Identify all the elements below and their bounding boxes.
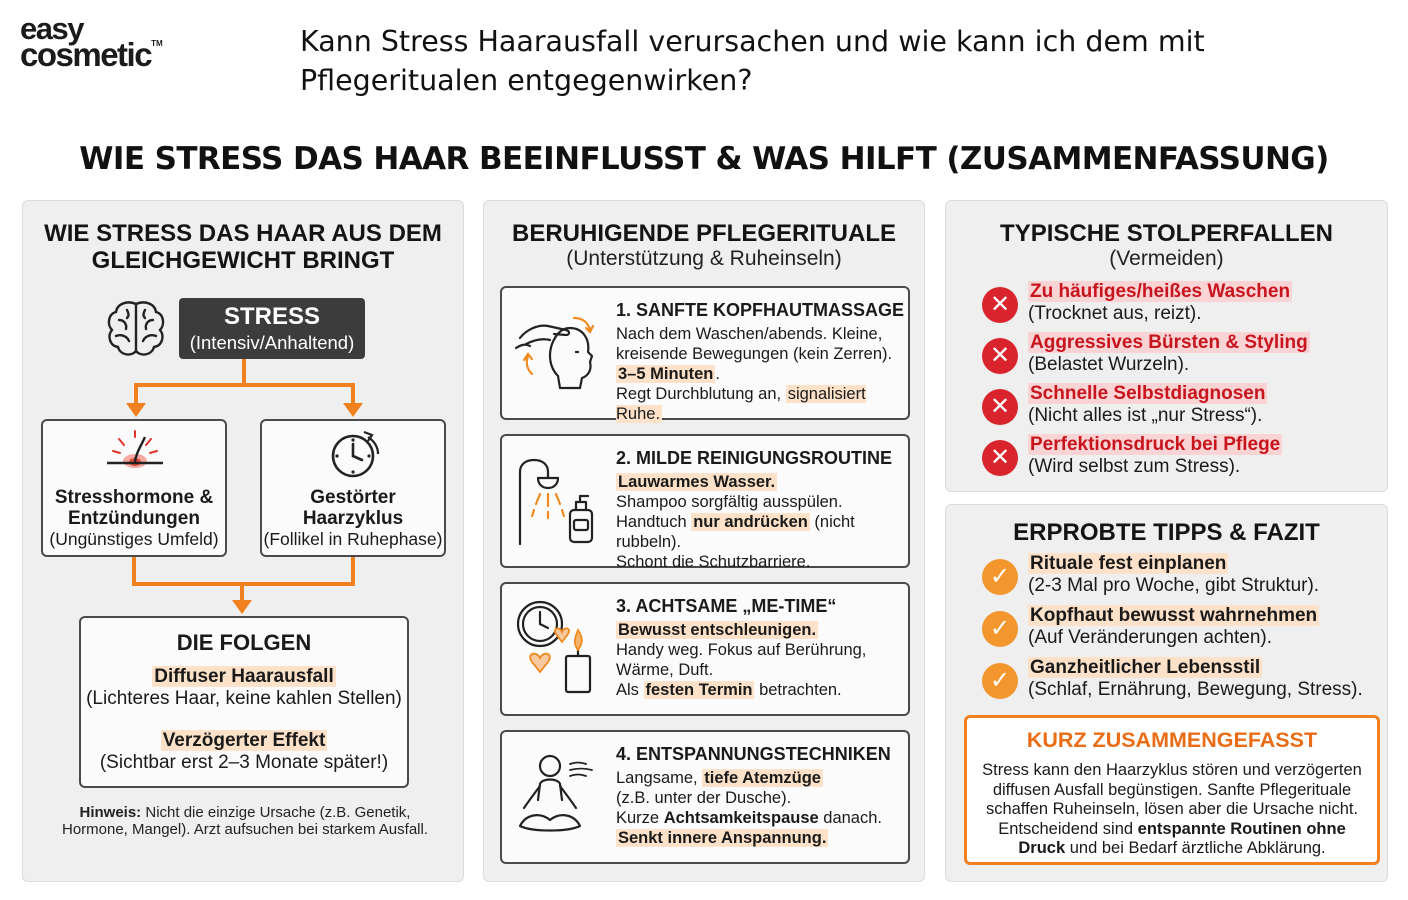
tipp-sub: (Auf Veränderungen achten). (1028, 627, 1273, 648)
panel-title-stolper: TYPISCHE STOLPERFALLEN (1000, 220, 1333, 247)
stolper-sub: (Belastet Wurzeln). (1028, 354, 1190, 375)
logo-line-2: cosmetic™ (20, 36, 163, 74)
card-folgen (79, 616, 409, 788)
summary-title: KURZ ZUSAMMENGEFASST (1026, 728, 1318, 752)
shower-bottle-icon (512, 452, 596, 548)
tipp-label: Ganzheitlicher Lebensstil (1030, 657, 1261, 678)
stolper-item (982, 434, 1382, 482)
meditation-icon (512, 748, 596, 844)
box2-label (262, 487, 444, 550)
hinweis-note: Hinweis: Nicht die einzige Ursache (z.B. Genetik, Hormone, Mangel). Arzt aufsuchen bei starkem Ausfall. (61, 804, 428, 838)
folgen-item2-sub: (Sichtbar erst 2–3 Monate später!) (99, 752, 389, 773)
ritual-card-entspannung (500, 730, 910, 864)
stolper-label: Perfektionsdruck bei Pflege (1030, 434, 1281, 455)
box1-line1: Stresshormone & (54, 487, 214, 508)
ritual-4-title: 4. ENTSPANNUNGSTECHNIKEN (616, 744, 891, 764)
stolper-item (982, 383, 1382, 431)
ritual-card-massage (500, 286, 910, 423)
ritual-2-line: Schont die Schutzbarriere. (616, 553, 811, 571)
ritual-1-text (616, 300, 908, 424)
ritual-2-text (616, 448, 908, 572)
tipp-sub: (2-3 Mal pro Woche, gibt Struktur). (1028, 575, 1320, 596)
cross-icon: ✕ (982, 440, 1018, 476)
brain-icon (105, 298, 167, 360)
ritual-2-line: Handtuch nur andrücken (nicht rubbeln). (616, 513, 855, 551)
card-haarzyklus (260, 419, 446, 557)
stolper-label: Zu häufiges/heißes Waschen (1030, 281, 1291, 302)
folgen-item1: Diffuser Haarausfall (154, 666, 334, 687)
stolper-sub: (Nicht alles ist „nur Stress“). (1028, 405, 1263, 426)
ritual-3-line: Handy weg. Fokus auf Berührung, (616, 641, 867, 659)
ritual-1-title: 1. SANFTE KOPFHAUTMASSAGE (616, 300, 905, 320)
stolper-item (982, 332, 1382, 380)
tipp-item (982, 657, 1382, 705)
ritual-3-text (616, 596, 908, 700)
panel-pflegerituale (483, 200, 925, 882)
ritual-4-text (616, 744, 908, 848)
clock-candle-heart-icon (512, 600, 596, 696)
panel-title-rituale: BERUHIGENDE PFLEGERITUALE (511, 220, 897, 247)
stolper-sub: (Wird selbst zum Stress). (1028, 456, 1241, 477)
stolper-label: Aggressives Bürsten & Styling (1030, 332, 1308, 353)
arrow-down-icon (126, 403, 146, 417)
flow-connector (351, 557, 355, 585)
panel-tipps-fazit (945, 504, 1388, 882)
main-title: WIE STRESS DAS HAAR BEEINFLUSST & WAS HILFT (ZUSAMMENFASSUNG) (79, 141, 1329, 177)
ritual-2-line: Shampoo sorgfältig ausspülen. (616, 493, 843, 511)
panel-sub-rituale: (Unterstützung & Ruheinseln) (566, 247, 842, 270)
card-stresshormone (41, 419, 227, 557)
stolper-label: Schnelle Selbstdiagnosen (1030, 383, 1266, 404)
ritual-3-line: Als festen Termin betrachten. (616, 681, 842, 699)
logo-line-1: easy (20, 11, 83, 46)
ritual-card-metime (500, 582, 910, 716)
ritual-1-line: Regt Durchblutung an, signalisiert Ruhe. (616, 385, 866, 423)
flow-connector (240, 582, 244, 602)
ritual-2-title: 2. MILDE REINIGUNGSROUTINE (616, 448, 893, 468)
ritual-3-line: Bewusst entschleunigen. (618, 621, 817, 639)
arrow-down-icon (232, 600, 252, 614)
cross-icon: ✕ (982, 389, 1018, 425)
panel-stolperfallen (945, 200, 1388, 492)
logo-trademark: TM (151, 39, 163, 49)
flow-connector (132, 557, 136, 585)
stolper-item (982, 281, 1382, 329)
ritual-1-line: 3–5 Minuten . (618, 365, 720, 383)
flow-connector (351, 383, 355, 405)
brand-logo (20, 11, 163, 74)
flow-connector (134, 383, 355, 387)
check-icon: ✓ (982, 663, 1018, 699)
tipp-item (982, 605, 1382, 653)
question-heading: Kann Stress Haarausfall verursachen und wie kann ich dem mit Pflegeritualen entgegenwirken? (300, 25, 1205, 97)
ritual-3-title: 3. ACHTSAME „ME-TIME“ (616, 596, 837, 616)
panel-stress-effects (22, 200, 464, 882)
panel-title-tipps: ERPROBTE TIPPS & FAZIT (1013, 519, 1320, 546)
tipp-sub: (Schlaf, Ernährung, Bewegung, Stress). (1028, 679, 1363, 700)
box1-line2: Entzündungen (68, 508, 200, 529)
folgen-item1-sub: (Lichteres Haar, keine kahlen Stellen) (86, 688, 402, 709)
inflamed-follicle-icon (105, 429, 165, 477)
flow-connector (242, 359, 246, 385)
ritual-4-line: Senkt innere Anspannung. (618, 829, 827, 847)
ritual-4-line: (z.B. unter der Dusche). (616, 789, 792, 807)
ritual-4-line: Langsame, tiefe Atemzüge (616, 769, 821, 787)
clock-cycle-icon (328, 429, 382, 481)
box1-sub: (Ungünstiges Umfeld) (49, 529, 219, 549)
tipp-item (982, 553, 1382, 601)
cross-icon: ✕ (982, 287, 1018, 323)
cross-icon: ✕ (982, 338, 1018, 374)
ritual-3-line: Wärme, Duft. (616, 661, 714, 679)
box2-sub: (Follikel in Ruhephase) (263, 529, 443, 549)
panel-sub-stolper: (Vermeiden) (1109, 247, 1224, 270)
check-icon: ✓ (982, 559, 1018, 595)
summary-text: Stress kann den Haarzyklus stören und verzögerten diffusen Ausfall begünstigen. Sanfte Pflegerituale schaffen Ruheinseln, lösen aber die Ursache nicht. Entscheidend sind entspannte Routinen ohne Druck und bei Bedarf ärztliche Abklärung. (982, 761, 1362, 857)
arrow-down-icon (343, 403, 363, 417)
folgen-title: DIE FOLGEN (176, 630, 312, 655)
box1-label (43, 487, 225, 550)
box2-line1: Gestörter (310, 487, 396, 508)
ritual-1-line: kreisende Bewegungen (kein Zerren). (616, 345, 893, 363)
ritual-1-line: Nach dem Waschen/abends. Kleine, (616, 325, 883, 343)
ritual-card-reinigung (500, 434, 910, 571)
panel-title-stress: WIE STRESS DAS HAAR AUS DEM GLEICHGEWICHT BRINGT (44, 220, 442, 274)
check-icon: ✓ (982, 611, 1018, 647)
stress-box (179, 298, 365, 359)
stolper-sub: (Trocknet aus, reizt). (1028, 303, 1202, 324)
stress-sub: (Intensiv/Anhaltend) (189, 332, 355, 353)
folgen-item2: Verzögerter Effekt (162, 730, 326, 751)
flow-connector (134, 383, 138, 405)
tipp-label: Rituale fest einplanen (1030, 553, 1227, 574)
tipp-label: Kopfhaut bewusst wahrnehmen (1030, 605, 1318, 626)
scalp-massage-icon (512, 304, 596, 400)
stress-title: STRESS (223, 303, 321, 330)
box2-line2: Haarzyklus (302, 508, 404, 529)
ritual-4-line: Kurze Achtsamkeitspause danach. (616, 809, 882, 827)
summary-box (964, 715, 1380, 865)
ritual-2-line: Lauwarmes Wasser. (618, 473, 776, 491)
